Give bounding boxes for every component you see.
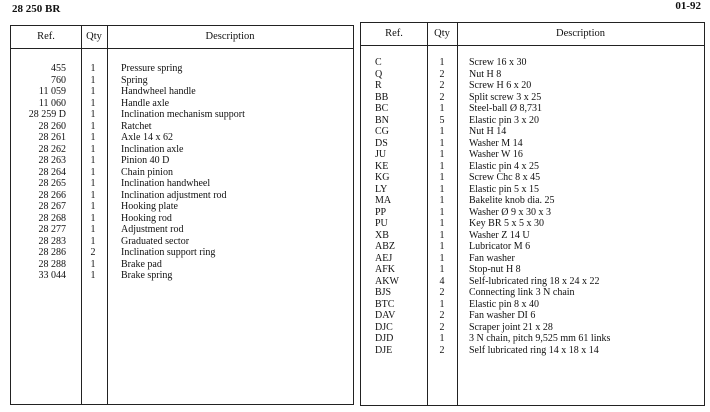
table-row [361, 276, 704, 288]
description-cell: Ratchet [121, 120, 152, 132]
ref-cell: KE [375, 160, 389, 172]
ref-cell: JU [375, 149, 387, 160]
qty-cell: 2 [439, 80, 445, 91]
table-row [11, 63, 353, 75]
description-cell: Elastic pin 3 x 20 [469, 114, 539, 126]
ref-cell: 11 060 [38, 97, 66, 109]
qty-cell: 1 [90, 97, 96, 109]
qty-cell: 5 [439, 114, 445, 126]
qty-cell: 1 [439, 103, 445, 114]
table-row [361, 149, 704, 161]
description-cell: Self-lubricated ring 18 x 24 x 22 [469, 275, 600, 287]
ref-cell: 33 044 [38, 270, 66, 281]
description-cell: Inclination adjustment rod [121, 189, 227, 201]
description-cell: Nut H 8 [469, 68, 502, 80]
description-cell: Axle 14 x 62 [121, 132, 173, 143]
qty-cell: 1 [439, 229, 445, 241]
table-row [361, 80, 704, 92]
table-row [361, 287, 704, 299]
table-row [361, 172, 704, 184]
description-cell: Inclination support ring [121, 247, 216, 258]
description-cell: Hooking rod [121, 212, 172, 224]
table-row [361, 103, 704, 115]
ref-cell: R [375, 80, 382, 91]
qty-cell: 2 [439, 344, 445, 356]
table-body [361, 57, 704, 356]
description-cell: Lubricator M 6 [469, 241, 531, 252]
qty-cell: 1 [90, 212, 96, 224]
qty-cell: 1 [439, 264, 445, 275]
document-code: 28 250 BR [12, 3, 61, 15]
table-row [361, 115, 704, 127]
ref-cell: 760 [51, 74, 66, 86]
qty-cell: 1 [439, 149, 445, 160]
ref-cell: 28 266 [38, 189, 66, 201]
table-row [361, 241, 704, 253]
table-row [361, 218, 704, 230]
ref-cell: DJC [375, 321, 393, 333]
table-row [11, 213, 353, 225]
table-row [361, 138, 704, 150]
description-cell: Adjustment rod [121, 224, 184, 235]
table-row [361, 92, 704, 104]
qty-cell: 1 [90, 143, 96, 155]
ref-cell: LY [375, 183, 388, 195]
description-cell: Screw Chc 8 x 45 [469, 172, 541, 183]
table-row [361, 230, 704, 242]
qty-cell: 1 [90, 189, 96, 201]
ref-cell: BTC [375, 298, 395, 310]
table-row [11, 259, 353, 271]
ref-cell: 28 288 [38, 258, 66, 270]
ref-cell: BJS [375, 287, 392, 298]
ref-cell: 28 265 [38, 178, 66, 189]
description-cell: Handwheel handle [121, 86, 196, 97]
description-cell: Brake spring [121, 270, 173, 281]
qty-cell: 1 [439, 333, 445, 344]
table-row [361, 184, 704, 196]
description-cell: Washer Z 14 U [469, 229, 530, 241]
table-row [11, 75, 353, 87]
ref-cell: AFK [375, 264, 396, 275]
qty-cell: 1 [439, 137, 445, 149]
qty-cell: 1 [439, 206, 445, 218]
qty-cell: 1 [90, 201, 96, 212]
qty-cell: 4 [439, 275, 445, 287]
table-row [11, 247, 353, 259]
table-row [11, 270, 353, 282]
parts-table-right [360, 22, 705, 406]
ref-cell: ABZ [375, 241, 395, 252]
description-cell: Bakelite knob dia. 25 [469, 195, 555, 206]
table-row [11, 109, 353, 121]
qty-cell: 1 [439, 298, 445, 310]
qty-cell: 1 [439, 183, 445, 195]
parts-table-left [10, 25, 354, 405]
description-cell: Washer Ø 9 x 30 x 3 [469, 206, 551, 218]
qty-cell: 2 [90, 247, 96, 258]
header-qty: Qty [434, 28, 450, 39]
description-cell: Screw 16 x 30 [469, 57, 527, 68]
ref-cell: PU [375, 218, 388, 229]
qty-cell: 1 [90, 120, 96, 132]
table-row [11, 224, 353, 236]
ref-cell: CG [375, 126, 389, 137]
description-cell: Inclination axle [121, 143, 184, 155]
ref-cell: 28 268 [38, 212, 66, 224]
qty-cell: 1 [439, 218, 445, 229]
ref-cell: Q [375, 68, 383, 80]
table-row [361, 299, 704, 311]
qty-cell: 1 [439, 252, 445, 264]
description-cell: Steel-ball Ø 8,731 [469, 103, 543, 114]
description-cell: Elastic pin 5 x 15 [469, 183, 539, 195]
ref-cell: 28 267 [38, 201, 66, 212]
qty-cell: 1 [90, 270, 96, 281]
qty-cell: 1 [90, 86, 96, 97]
table-row [11, 178, 353, 190]
table-row [361, 264, 704, 276]
qty-cell: 2 [439, 287, 445, 298]
table-row [361, 345, 704, 357]
description-cell: Elastic pin 8 x 40 [469, 298, 539, 310]
description-cell: Fan washer [469, 252, 515, 264]
qty-cell: 1 [439, 57, 445, 68]
qty-cell: 1 [439, 241, 445, 252]
ref-cell: BC [375, 103, 389, 114]
description-cell: Elastic pin 4 x 25 [469, 160, 539, 172]
description-cell: Handle axle [121, 97, 170, 109]
description-cell: Connecting link 3 N chain [469, 287, 575, 298]
description-cell: Self lubricated ring 14 x 18 x 14 [469, 344, 599, 356]
table-body [11, 63, 353, 282]
table-row [361, 126, 704, 138]
table-row [361, 69, 704, 81]
qty-cell: 1 [90, 155, 96, 166]
ref-cell: DJD [375, 333, 394, 344]
table-row [11, 132, 353, 144]
qty-cell: 1 [90, 132, 96, 143]
description-cell: Washer W 16 [469, 149, 523, 160]
table-row [361, 333, 704, 345]
description-cell: Pressure spring [121, 63, 183, 74]
ref-cell: 28 286 [38, 247, 66, 258]
qty-cell: 1 [439, 172, 445, 183]
qty-cell: 1 [90, 63, 96, 74]
description-cell: Split screw 3 x 25 [469, 91, 542, 103]
ref-cell: BB [375, 91, 389, 103]
qty-cell: 2 [439, 68, 445, 80]
ref-cell: 28 259 D [28, 109, 66, 120]
table-row [11, 190, 353, 202]
table-row [11, 121, 353, 133]
description-cell: Inclination handwheel [121, 178, 211, 189]
page-number: 01-92 [675, 0, 701, 12]
header-ref: Ref. [385, 28, 403, 39]
table-row [11, 98, 353, 110]
qty-cell: 1 [439, 160, 445, 172]
qty-cell: 1 [90, 74, 96, 86]
table-row [361, 310, 704, 322]
ref-cell: DAV [375, 310, 396, 321]
description-cell: Stop-nut H 8 [469, 264, 521, 275]
table-row [361, 161, 704, 173]
description-cell: Inclination mechanism support [121, 109, 245, 120]
ref-cell: 28 283 [38, 235, 66, 247]
description-cell: Fan washer DI 6 [469, 310, 536, 321]
description-cell: Brake pad [121, 258, 162, 270]
ref-cell: KG [375, 172, 390, 183]
qty-cell: 1 [90, 166, 96, 178]
description-cell: Washer M 14 [469, 137, 523, 149]
table-row [11, 144, 353, 156]
ref-cell: MA [375, 195, 392, 206]
table-row [361, 322, 704, 334]
table-row [361, 57, 704, 69]
description-cell: Nut H 14 [469, 126, 507, 137]
description-cell: Spring [121, 74, 148, 86]
qty-cell: 1 [90, 178, 96, 189]
table-row [11, 201, 353, 213]
ref-cell: PP [375, 206, 387, 218]
ref-cell: BN [375, 114, 389, 126]
description-cell: Scraper joint 21 x 28 [469, 321, 553, 333]
description-cell: Hooking plate [121, 201, 178, 212]
qty-cell: 1 [439, 126, 445, 137]
qty-cell: 2 [439, 310, 445, 321]
ref-cell: DJE [375, 344, 393, 356]
header-ref: Ref. [37, 31, 55, 42]
ref-cell: 28 261 [38, 132, 66, 143]
ref-cell: 28 277 [38, 224, 66, 235]
qty-cell: 2 [439, 321, 445, 333]
description-cell: Graduated sector [121, 235, 190, 247]
ref-cell: C [375, 57, 382, 68]
ref-cell: 28 260 [38, 120, 66, 132]
description-cell: Pinion 40 D [121, 155, 170, 166]
ref-cell: 28 264 [38, 166, 66, 178]
header-description: Description [205, 31, 255, 42]
header-qty: Qty [86, 31, 102, 42]
header-description: Description [556, 28, 605, 39]
qty-cell: 2 [439, 91, 445, 103]
ref-cell: XB [375, 229, 389, 241]
table-row [11, 167, 353, 179]
qty-cell: 1 [90, 258, 96, 270]
description-cell: Chain pinion [121, 166, 173, 178]
ref-cell: 28 263 [38, 155, 66, 166]
description-cell: Key BR 5 x 5 x 30 [469, 218, 544, 229]
qty-cell: 1 [90, 224, 96, 235]
table-row [361, 207, 704, 219]
ref-cell: AKW [375, 275, 399, 287]
description-cell: 3 N chain, pitch 9,525 mm 61 links [469, 333, 611, 344]
description-cell: Screw H 6 x 20 [469, 80, 532, 91]
table-row [11, 236, 353, 248]
ref-cell: 28 262 [38, 143, 66, 155]
table-row [361, 195, 704, 207]
table-row [11, 155, 353, 167]
ref-cell: AEJ [375, 252, 393, 264]
ref-cell: 11 059 [38, 86, 66, 97]
ref-cell: DS [375, 137, 388, 149]
table-row [361, 253, 704, 265]
qty-cell: 1 [90, 235, 96, 247]
qty-cell: 1 [90, 109, 96, 120]
qty-cell: 1 [439, 195, 445, 206]
table-row [11, 86, 353, 98]
ref-cell: 455 [51, 63, 66, 74]
